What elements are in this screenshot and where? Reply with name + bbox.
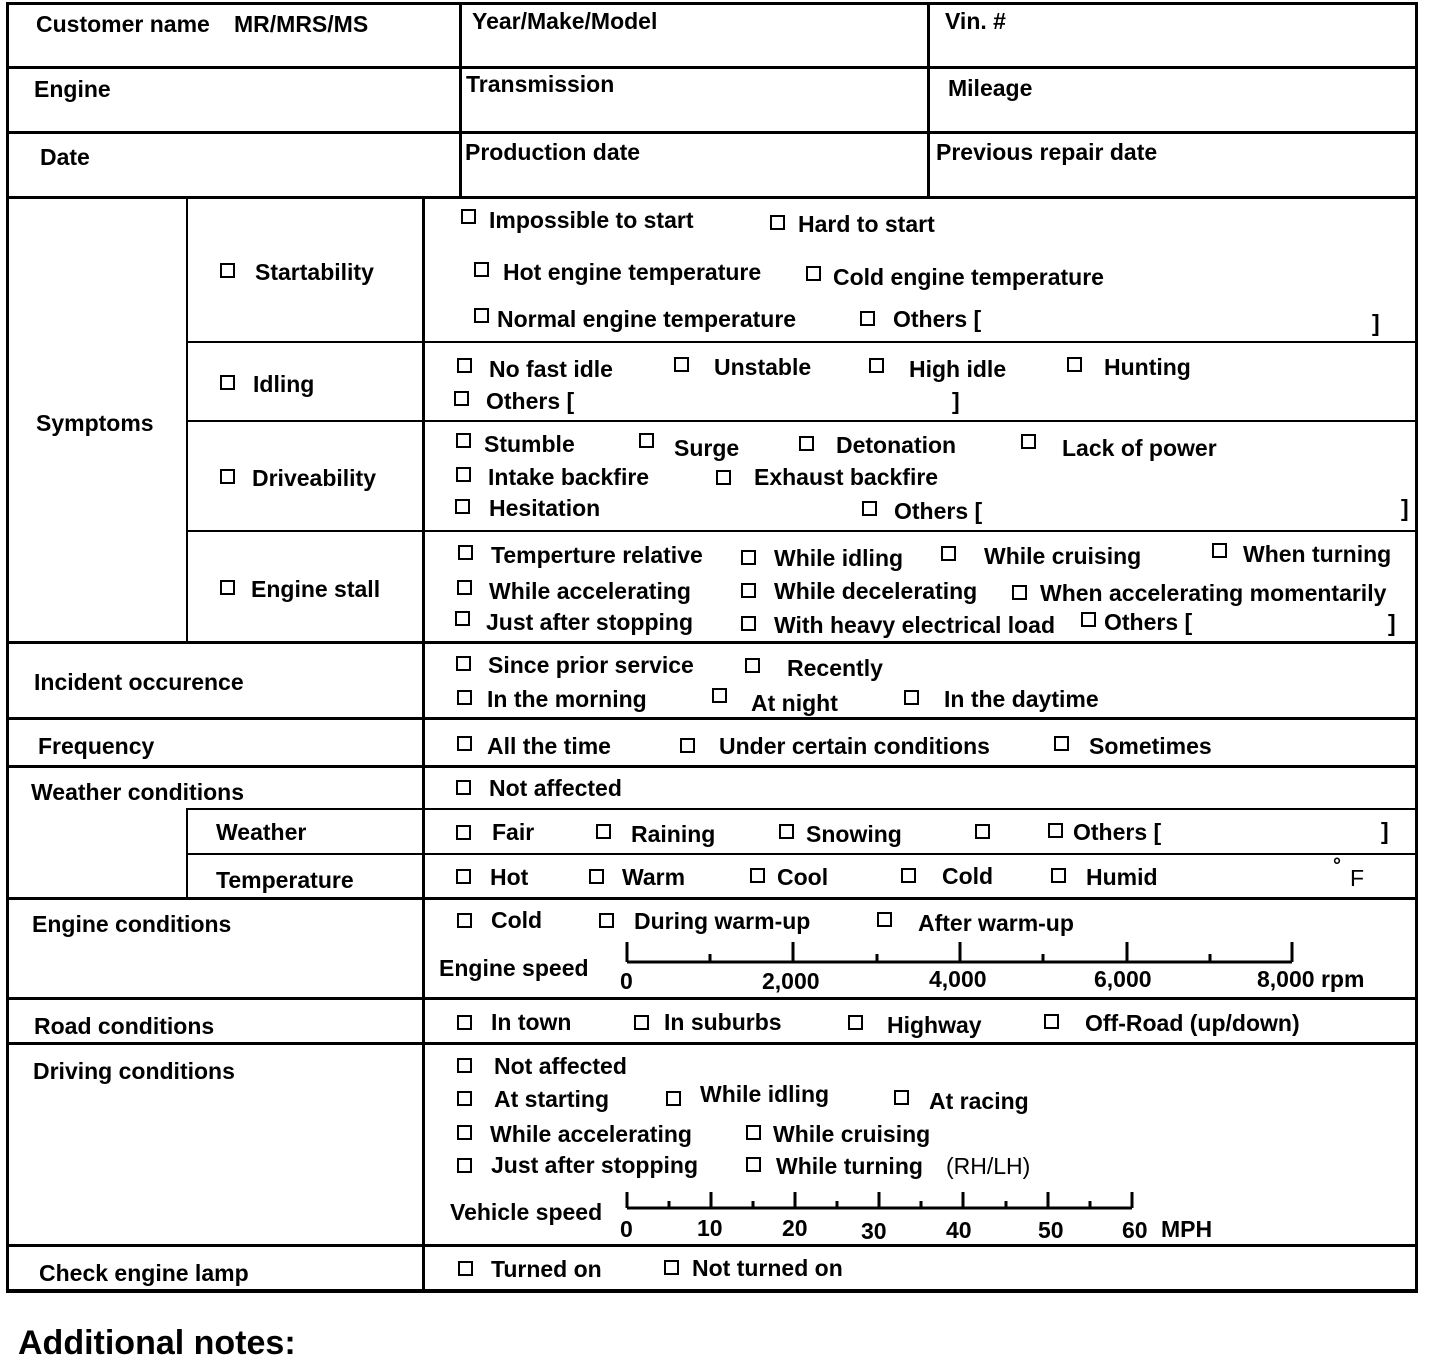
engine-cold-checkbox[interactable] (457, 913, 472, 928)
driving-while-accelerating-label: While accelerating (490, 1121, 692, 1147)
stall-while-accelerating-checkbox[interactable] (457, 580, 472, 595)
in-town-checkbox[interactable] (457, 1015, 472, 1030)
weather-blank-checkbox[interactable] (975, 824, 990, 839)
humid-label: Humid (1086, 864, 1158, 890)
since-prior-service-checkbox[interactable] (456, 656, 471, 671)
snowing-label: Snowing (806, 821, 902, 847)
fahrenheit-label: F (1350, 865, 1365, 891)
mph-label-10: 10 (697, 1215, 723, 1241)
mph-label-40: 40 (946, 1217, 972, 1243)
fair-checkbox[interactable] (456, 825, 471, 840)
all-the-time-label: All the time (487, 733, 611, 759)
year-make-model-label: Year/Make/Model (472, 8, 658, 34)
driving-just-after-stopping-checkbox[interactable] (457, 1158, 472, 1173)
after-warm-up-label: After warm-up (918, 910, 1074, 936)
at-night-label: At night (751, 690, 838, 716)
idling-others-checkbox[interactable] (454, 391, 469, 406)
raining-checkbox[interactable] (596, 824, 611, 839)
rpm-label-4000: 4,000 (929, 966, 987, 992)
startability-label: Startability (255, 259, 374, 285)
idling-label: Idling (253, 371, 315, 397)
lack-of-power-checkbox[interactable] (1021, 434, 1036, 449)
lack-of-power-label: Lack of power (1062, 435, 1217, 461)
recently-checkbox[interactable] (745, 658, 760, 673)
weather-others-label: Others [ (1073, 819, 1162, 845)
in-suburbs-label: In suburbs (664, 1009, 782, 1035)
hard-to-start-label: Hard to start (798, 211, 935, 237)
in-the-morning-checkbox[interactable] (457, 690, 472, 705)
sometimes-label: Sometimes (1089, 733, 1212, 759)
cold-engine-temp-checkbox[interactable] (806, 266, 821, 281)
hot-checkbox[interactable] (456, 869, 471, 884)
rpm-label-2000: 2,000 (762, 968, 820, 994)
transmission-label: Transmission (466, 71, 615, 97)
driving-not-affected-checkbox[interactable] (457, 1058, 472, 1073)
unstable-checkbox[interactable] (674, 357, 689, 372)
while-decelerating-label: While decelerating (774, 578, 978, 604)
driving-while-idling-label: While idling (700, 1081, 830, 1107)
driving-while-idling-checkbox[interactable] (666, 1091, 681, 1106)
off-road-checkbox[interactable] (1044, 1014, 1059, 1029)
impossible-to-start-label: Impossible to start (489, 207, 694, 233)
while-turning-label: While turning (776, 1153, 923, 1179)
idling-others-label: Others [ (486, 388, 575, 414)
under-certain-conditions-checkbox[interactable] (680, 738, 695, 753)
vehicle-speed-scale (620, 1190, 1140, 1215)
when-turning-checkbox[interactable] (1212, 543, 1227, 558)
no-fast-idle-label: No fast idle (489, 356, 613, 382)
heavy-electrical-load-checkbox[interactable] (741, 616, 756, 631)
weather-others-bracket: ] (1381, 818, 1389, 844)
mph-label-20: 20 (782, 1215, 808, 1241)
stall-just-after-stopping-label: Just after stopping (486, 609, 694, 635)
impossible-to-start-checkbox[interactable] (461, 209, 476, 224)
mileage-label: Mileage (948, 75, 1033, 101)
driving-while-cruising-label: While cruising (773, 1121, 931, 1147)
hunting-label: Hunting (1104, 354, 1191, 380)
temperature-relative-checkbox[interactable] (458, 545, 473, 560)
sometimes-checkbox[interactable] (1054, 736, 1069, 751)
startability-others-bracket: ] (1372, 310, 1380, 336)
rpm-label-8000: 8,000 rpm (1257, 966, 1365, 992)
under-certain-conditions-label: Under certain conditions (719, 733, 990, 759)
temperature-relative-label: Temperture relative (491, 542, 703, 568)
frequency-label: Frequency (38, 733, 155, 759)
rpm-label-6000: 6,000 (1094, 966, 1152, 992)
unstable-label: Unstable (714, 354, 812, 380)
during-warm-up-checkbox[interactable] (599, 913, 614, 928)
stumble-label: Stumble (484, 431, 575, 457)
driving-not-affected-label: Not affected (494, 1053, 627, 1079)
stall-just-after-stopping-checkbox[interactable] (455, 611, 470, 626)
warm-label: Warm (622, 864, 686, 890)
weather-not-affected-checkbox[interactable] (456, 780, 471, 795)
startability-others-checkbox[interactable] (860, 311, 875, 326)
at-night-checkbox[interactable] (712, 688, 727, 703)
hunting-checkbox[interactable] (1067, 357, 1082, 372)
mph-label-60: 60 (1122, 1217, 1148, 1243)
incident-occurence-label: Incident occurence (34, 669, 244, 695)
driving-while-accelerating-checkbox[interactable] (457, 1125, 472, 1140)
idling-checkbox[interactable] (220, 375, 235, 390)
after-warm-up-checkbox[interactable] (877, 912, 892, 927)
hot-label: Hot (490, 864, 529, 890)
startability-checkbox[interactable] (220, 263, 235, 278)
stall-others-label: Others [ (1104, 609, 1193, 635)
highway-checkbox[interactable] (848, 1015, 863, 1030)
high-idle-checkbox[interactable] (869, 358, 884, 373)
mph-unit-label: MPH (1161, 1216, 1213, 1242)
driveability-others-bracket: ] (1401, 495, 1409, 521)
cold-weather-checkbox[interactable] (901, 868, 916, 883)
cool-checkbox[interactable] (750, 868, 765, 883)
when-turning-label: When turning (1243, 541, 1392, 567)
normal-engine-temp-label: Normal engine temperature (497, 306, 797, 332)
detonation-checkbox[interactable] (799, 436, 814, 451)
engine-cold-label: Cold (491, 907, 543, 933)
exhaust-backfire-label: Exhaust backfire (754, 464, 939, 490)
while-decelerating-checkbox[interactable] (741, 583, 756, 598)
rh-lh-label: (RH/LH) (946, 1153, 1031, 1179)
raining-label: Raining (631, 821, 716, 847)
surge-checkbox[interactable] (639, 433, 654, 448)
weather-conditions-label: Weather conditions (31, 779, 244, 805)
date-label: Date (40, 144, 90, 170)
warm-checkbox[interactable] (589, 869, 604, 884)
not-turned-on-label: Not turned on (692, 1255, 843, 1281)
not-turned-on-checkbox[interactable] (664, 1260, 679, 1275)
intake-backfire-checkbox[interactable] (456, 467, 471, 482)
driving-just-after-stopping-label: Just after stopping (491, 1152, 699, 1178)
driveability-others-label: Others [ (894, 498, 983, 524)
snowing-checkbox[interactable] (779, 824, 794, 839)
weather-not-affected-label: Not affected (489, 775, 622, 801)
driving-while-cruising-checkbox[interactable] (746, 1125, 761, 1140)
driveability-label: Driveability (252, 465, 376, 491)
accelerating-momentarily-label: When accelerating momentarily (1040, 580, 1387, 606)
at-racing-label: At racing (929, 1088, 1029, 1114)
weather-label: Weather (216, 819, 307, 845)
in-the-daytime-checkbox[interactable] (904, 690, 919, 705)
temperature-label: Temperature (216, 867, 354, 893)
rpm-label-0: 0 (620, 968, 633, 994)
vehicle-speed-label: Vehicle speed (450, 1199, 603, 1225)
turned-on-checkbox[interactable] (458, 1261, 473, 1276)
driving-conditions-label: Driving conditions (33, 1058, 235, 1084)
driveability-checkbox[interactable] (220, 469, 235, 484)
detonation-label: Detonation (836, 432, 957, 458)
vin-label: Vin. # (945, 8, 1006, 34)
stumble-checkbox[interactable] (456, 433, 471, 448)
stall-others-bracket: ] (1388, 610, 1396, 636)
at-racing-checkbox[interactable] (894, 1090, 909, 1105)
in-suburbs-checkbox[interactable] (634, 1015, 649, 1030)
all-the-time-checkbox[interactable] (457, 736, 472, 751)
recently-label: Recently (787, 655, 883, 681)
hard-to-start-checkbox[interactable] (770, 215, 785, 230)
cool-label: Cool (777, 864, 829, 890)
in-the-morning-label: In the morning (487, 686, 647, 712)
hesitation-label: Hesitation (489, 495, 601, 521)
heavy-electrical-load-label: With heavy electrical load (774, 612, 1056, 638)
humid-checkbox[interactable] (1051, 868, 1066, 883)
stall-while-idling-checkbox[interactable] (741, 550, 756, 565)
in-the-daytime-label: In the daytime (944, 686, 1099, 712)
while-turning-checkbox[interactable] (746, 1157, 761, 1172)
customer-name-label: Customer name (36, 11, 210, 37)
symptoms-label: Symptoms (36, 410, 154, 436)
cold-engine-temp-label: Cold engine temperature (833, 264, 1104, 290)
previous-repair-date-label: Previous repair date (936, 139, 1158, 165)
highway-label: Highway (887, 1012, 982, 1038)
at-starting-checkbox[interactable] (457, 1091, 472, 1106)
weather-others-checkbox[interactable] (1048, 823, 1063, 838)
check-engine-lamp-label: Check engine lamp (39, 1260, 249, 1286)
stall-while-accelerating-label: While accelerating (489, 578, 691, 604)
stall-while-cruising-checkbox[interactable] (941, 546, 956, 561)
during-warm-up-label: During warm-up (634, 908, 811, 934)
stall-while-idling-label: While idling (774, 545, 904, 571)
cold-weather-label: Cold (942, 863, 994, 889)
idling-others-bracket: ] (952, 388, 960, 414)
mph-label-30: 30 (861, 1218, 887, 1244)
engine-stall-checkbox[interactable] (220, 580, 235, 595)
hot-engine-temp-checkbox[interactable] (474, 262, 489, 277)
normal-engine-temp-checkbox[interactable] (474, 308, 489, 323)
startability-others-label: Others [ (893, 306, 982, 332)
stall-others-checkbox[interactable] (1081, 612, 1096, 627)
engine-conditions-label: Engine conditions (32, 911, 232, 937)
engine-label: Engine (34, 76, 111, 102)
production-date-label: Production date (465, 139, 641, 165)
mph-label-50: 50 (1038, 1217, 1064, 1243)
engine-speed-label: Engine speed (439, 955, 589, 981)
accelerating-momentarily-checkbox[interactable] (1012, 585, 1027, 600)
no-fast-idle-checkbox[interactable] (457, 358, 472, 373)
stall-while-cruising-label: While cruising (984, 543, 1142, 569)
since-prior-service-label: Since prior service (488, 652, 694, 678)
mph-label-0: 0 (620, 1216, 633, 1242)
degree-symbol: ° (1333, 855, 1341, 877)
honorific-label: MR/MRS/MS (234, 11, 369, 37)
at-starting-label: At starting (494, 1086, 609, 1112)
hesitation-checkbox[interactable] (455, 499, 470, 514)
intake-backfire-label: Intake backfire (488, 464, 650, 490)
turned-on-label: Turned on (491, 1256, 602, 1282)
off-road-label: Off-Road (up/down) (1085, 1010, 1300, 1036)
surge-label: Surge (674, 435, 740, 461)
in-town-label: In town (491, 1009, 572, 1035)
driveability-others-checkbox[interactable] (862, 501, 877, 516)
additional-notes-title: Additional notes: (18, 1324, 296, 1362)
high-idle-label: High idle (909, 356, 1007, 382)
exhaust-backfire-checkbox[interactable] (716, 470, 731, 485)
road-conditions-label: Road conditions (34, 1013, 215, 1039)
fair-label: Fair (492, 819, 535, 845)
hot-engine-temp-label: Hot engine temperature (503, 259, 762, 285)
engine-stall-label: Engine stall (251, 576, 381, 602)
